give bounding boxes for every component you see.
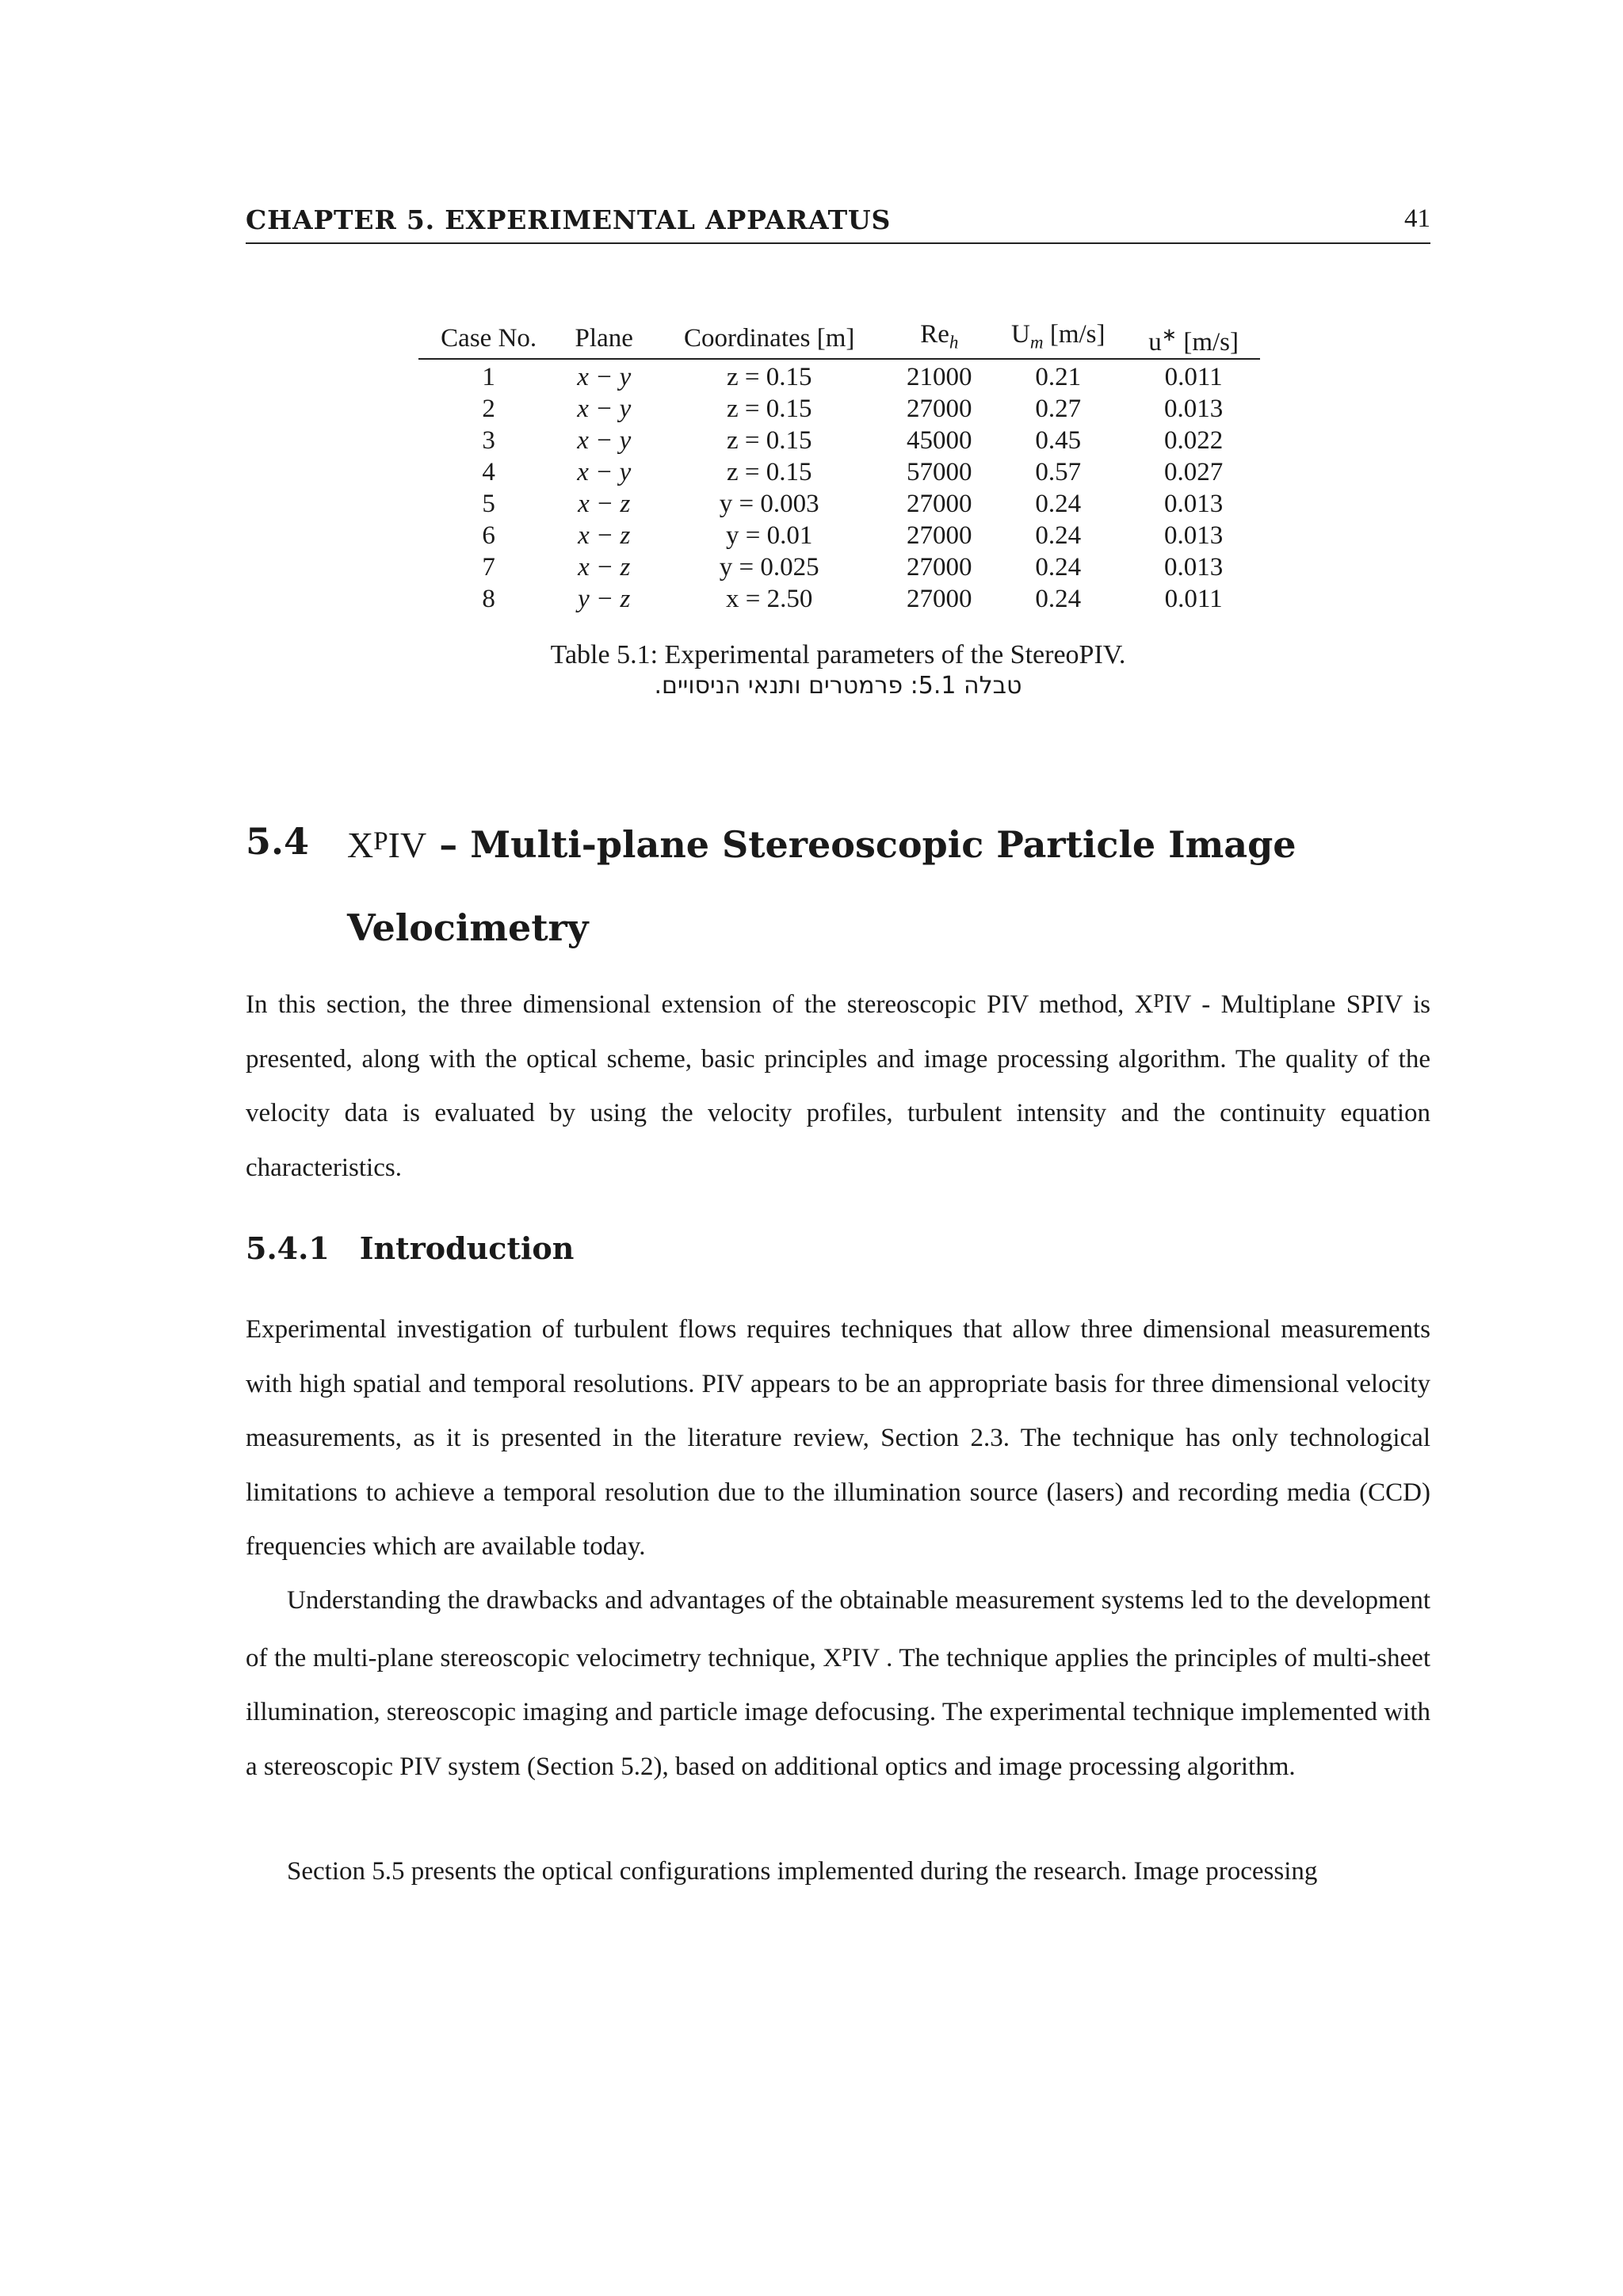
table-caption: Table 5.1: Experimental parameters of the StereoPIV. (550, 640, 1126, 669)
table-cell: z = 0.15 (726, 426, 812, 455)
table-cell: 8 (482, 585, 495, 613)
table-cell: y = 0.003 (719, 490, 819, 518)
table-row (418, 488, 1260, 520)
table-row (418, 359, 1260, 393)
table-cell: 0.24 (1035, 585, 1082, 613)
table-cell: 0.24 (1035, 490, 1082, 518)
chapter-title: CHAPTER 5. EXPERIMENTAL APPARATUS (246, 204, 892, 235)
subsection-heading (246, 1230, 574, 1266)
table-cell: 27000 (907, 521, 972, 550)
table-row (418, 520, 1260, 551)
table-cell: z = 0.15 (726, 395, 812, 423)
table-cell: x − z (578, 490, 631, 518)
table-cell: x − z (578, 521, 631, 550)
section-title: $X^PIV$ – Multi-plane Stereoscopic Particle Image Velocimetry (347, 822, 1296, 949)
table-row (418, 393, 1260, 425)
table-cell: y − z (578, 585, 631, 613)
table-cell: y = 0.01 (726, 521, 813, 550)
paragraph-introduction-2: Understanding the drawbacks and advantages of the obtainable measurement systems led to the development of the multi-plane stereoscopic velocimetry technique, $X^PIV$ . The technique applies the principles of multi-sheet illumination, stereoscopic imaging and particle image defocusing. The experimental technique implemented with a stereoscopic PIV system (Section 5.2), based on additional optics and image processing algorithm. (246, 1586, 1430, 1781)
paragraph-introduction-1: Experimental investigation of turbulent flows requires techniques that allow three dimensional measurements with high spatial and temporal resolutions. PIV appears to be an appropriate basis for three dimensional velocity measurements, as it is presented in the literature review, Section 2.3. The technique has only technological limitations to achieve a temporal resolution due to the illumination source (lasers) and recording media (CCD) frequencies which are available today. (246, 1315, 1430, 1561)
table-cell: 1 (482, 363, 495, 391)
table-cell: 6 (482, 521, 495, 550)
table-row (418, 551, 1260, 583)
page-number: 41 (1404, 204, 1430, 233)
paragraph-intro: In this section, the three dimensional extension of the stereoscopic PIV method, $X^PIV$ - Multiplane SPIV is presented, along with the optical scheme, basic principles and image processing algorithm. The quality of the velocity data is evaluated by using the velocity profiles, turbulent intensity and the continuity equation characteristics. (246, 990, 1430, 1182)
table-cell: 0.013 (1164, 553, 1224, 582)
column-header-reynolds: $Re_h$ (889, 318, 989, 359)
table-cell: 2 (482, 395, 495, 423)
parameters-table (418, 318, 1260, 615)
table-body (418, 359, 1260, 615)
table-cell: 27000 (907, 395, 972, 423)
table-row (418, 425, 1260, 456)
section-heading (246, 800, 1434, 969)
column-header-plane: Plane (559, 318, 649, 359)
column-header-coordinates: Coordinates [m] (649, 318, 889, 359)
table-cell: 0.24 (1035, 521, 1082, 550)
table-cell: 5 (482, 490, 495, 518)
section-number: 5.4 (246, 820, 310, 863)
table-cell: x − y (577, 363, 632, 391)
parameters-table-wrapper (418, 318, 1260, 615)
table-cell: 7 (482, 553, 495, 582)
table-cell: 3 (482, 426, 495, 455)
table-cell: 57000 (907, 458, 972, 486)
table-cell: x − y (577, 395, 632, 423)
table-cell: 0.011 (1164, 363, 1223, 391)
table-header-row (418, 318, 1260, 359)
table-cell: 27000 (907, 585, 972, 613)
table-cell: 0.27 (1035, 395, 1082, 423)
table-row (418, 456, 1260, 488)
table-cell: z = 0.15 (726, 363, 812, 391)
table-cell: 21000 (907, 363, 972, 391)
table-cell: y = 0.025 (719, 553, 819, 582)
column-header-ustar: u∗ [m/s] (1127, 318, 1260, 359)
table-cell: 27000 (907, 553, 972, 582)
table-cell: x − y (577, 426, 632, 455)
table-cell: 0.013 (1164, 395, 1224, 423)
table-cell: x = 2.50 (726, 585, 813, 613)
table-cell: 0.013 (1164, 490, 1224, 518)
running-header (246, 203, 1430, 244)
table-cell: 0.011 (1164, 585, 1223, 613)
xpiv-logo-inline: $X^PIV$ (1134, 990, 1191, 1020)
table-cell: 0.57 (1035, 458, 1082, 486)
table-cell: 0.013 (1164, 521, 1224, 550)
column-header-case: Case No. (418, 318, 559, 359)
paragraph-introduction-3: Section 5.5 presents the optical configurations implemented during the research. Image processing (287, 1857, 1318, 1886)
table-cell: 0.027 (1164, 458, 1224, 486)
column-header-um: $U_m$ [m/s] (989, 318, 1127, 359)
subsection-title: Introduction (359, 1230, 575, 1266)
table-cell: 0.21 (1035, 363, 1082, 391)
table-cell: 0.24 (1035, 553, 1082, 582)
table-cell: 4 (482, 458, 495, 486)
subsection-number: 5.4.1 (246, 1230, 330, 1266)
xpiv-logo: $X^PIV$ (347, 824, 427, 865)
table-cell: 27000 (907, 490, 972, 518)
table-row (418, 583, 1260, 615)
table-cell: 45000 (907, 426, 972, 455)
table-cell: 0.022 (1164, 426, 1224, 455)
table-cell: z = 0.15 (726, 458, 812, 486)
xpiv-logo-inline-2: $X^PIV$ (823, 1643, 880, 1672)
table-cell: 0.45 (1035, 426, 1082, 455)
table-cell: x − y (577, 458, 632, 486)
table-cell: x − z (578, 553, 631, 582)
table-caption-hebrew: טבלה 5.1: פרמטרים ותנאי הניסויים. (654, 672, 1022, 700)
